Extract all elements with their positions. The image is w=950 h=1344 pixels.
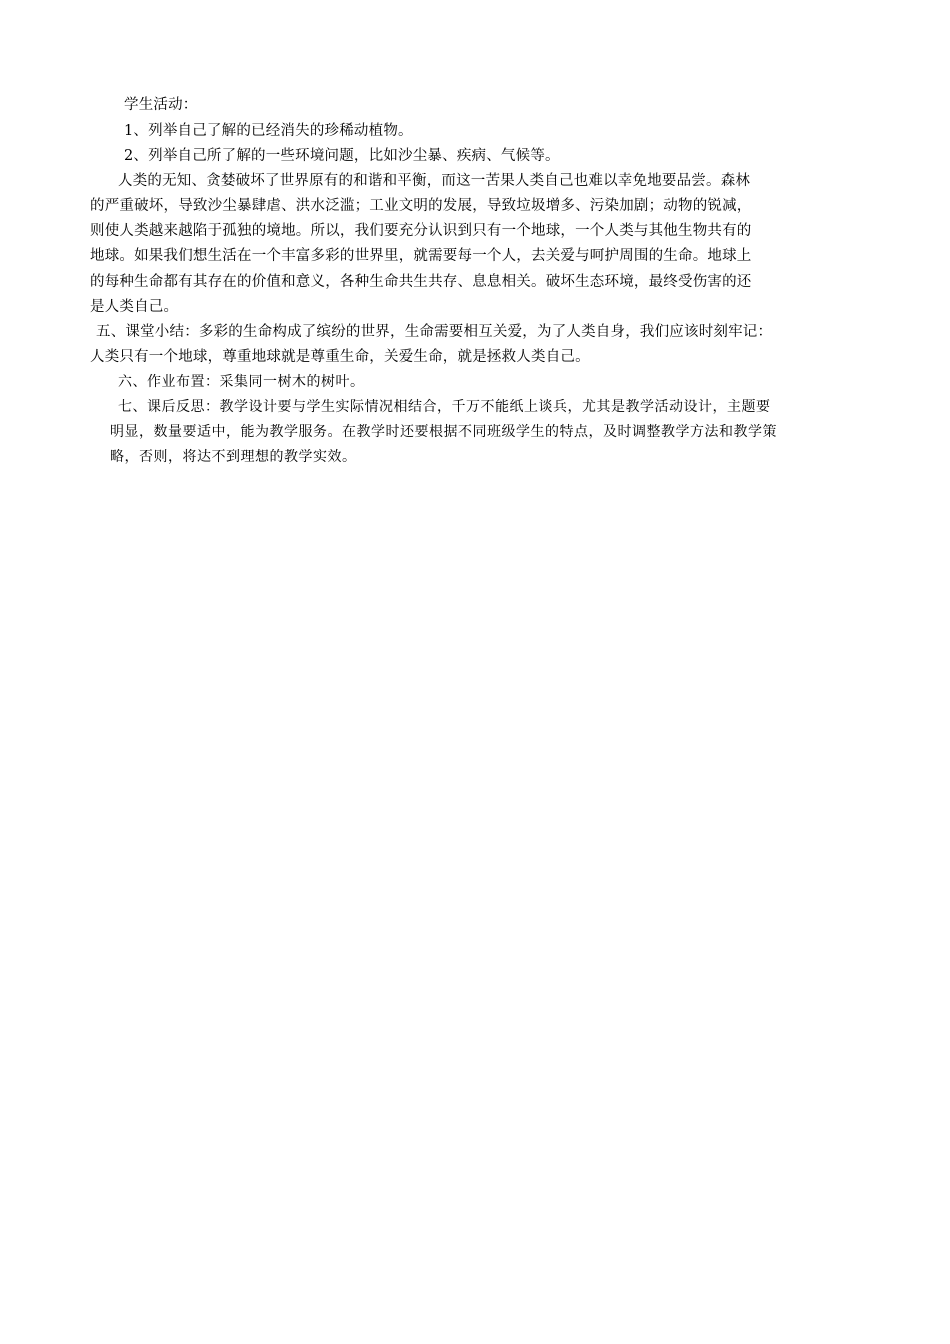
activity-item-2: 2、列举自己所了解的一些环境问题，比如沙尘暴、疾病、气候等。	[124, 148, 560, 164]
activity-item-1: 1、列举自己了解的已经消失的珍稀动植物。	[124, 123, 413, 139]
summary-line: 五、课堂小结：多彩的生命构成了缤纷的世界，生命需要相互关爱，为了人类自身，我们应该时刻牢记：	[96, 324, 773, 340]
paragraph-line: 的严重破坏，导致沙尘暴肆虐、洪水泛滥；工业文明的发展，导致垃圾增多、污染加剧；动物的锐减，	[90, 198, 752, 214]
homework-line: 六、作业布置：采集同一树木的树叶。	[118, 374, 365, 390]
activity-heading: 学生活动：	[124, 97, 198, 113]
paragraph-line: 是人类自己。	[90, 299, 179, 315]
paragraph-line: 人类的无知、贪婪破坏了世界原有的和谐和平衡，而这一苦果人类自己也难以幸免地要品尝。森林	[118, 173, 751, 189]
paragraph-line: 则使人类越来越陷于孤独的境地。所以，我们要充分认识到只有一个地球，一个人类与其他生物共有的	[90, 223, 752, 239]
paragraph-line: 的每种生命都有其存在的价值和意义，各种生命共生共存、息息相关。破坏生态环境，最终受伤害的还	[90, 274, 752, 290]
summary-line: 人类只有一个地球，尊重地球就是尊重生命，关爱生命，就是拯救人类自己。	[90, 349, 590, 365]
reflection-line: 明显，数量要适中，能为教学服务。在教学时还要根据不同班级学生的特点，及时调整教学方法和教学策	[110, 424, 777, 440]
reflection-line: 略，否则，将达不到理想的教学实效。	[110, 449, 357, 465]
paragraph-line: 地球。如果我们想生活在一个丰富多彩的世界里，就需要每一个人，去关爱与呵护周围的生命。地球上	[90, 248, 752, 264]
reflection-line: 七、课后反思：教学设计要与学生实际情况相结合，千万不能纸上谈兵，尤其是教学活动设计，主题要	[118, 399, 771, 415]
